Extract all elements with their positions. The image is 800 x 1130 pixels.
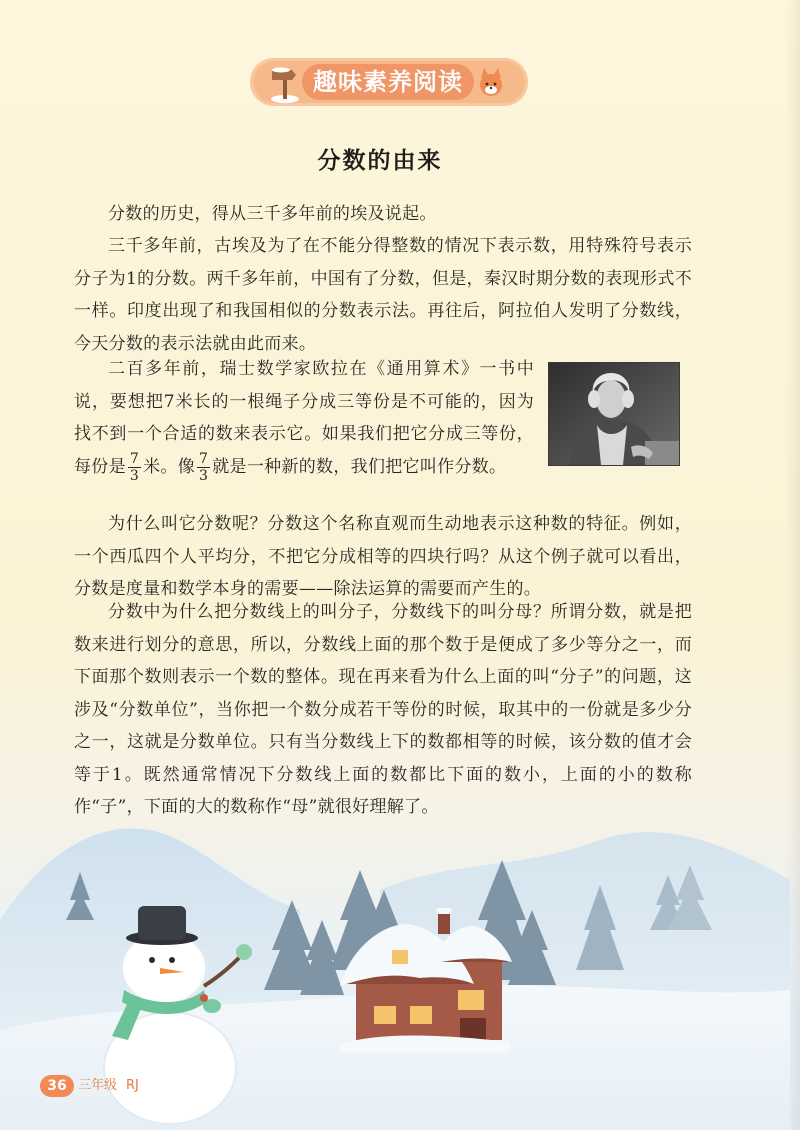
fraction-seven-thirds [128, 451, 141, 484]
paragraph-2: 三千多年前，古埃及为了在不能分得整数的情况下表示数，用特殊符号表示分子为1的分数。两千多年前，中国有了分数，但是，秦汉时期分数的表现形式不一样。印度出现了和我国相似的分数表示法。再往后，阿拉伯人发明了分数线，今天分数的表示法就由此而来。 [74, 236, 692, 354]
euler-portrait [548, 362, 680, 466]
fraction-numerator-2: 7 [199, 450, 209, 467]
edition-label: RJ [126, 1078, 139, 1093]
fraction-seven-thirds-2 [197, 451, 210, 484]
paragraph-5: 分数中为什么把分数线上的叫分子，分数线下的叫分母？所谓分数，就是把数来进行划分的意思，所以，分数线上面的那个数于是便成了多少等分之一，而下面那个数则表示一个数的整体。现在再来看为什么上面的叫“分子”的问题，这涉及“分数单位”，当你把一个数分成若干等份的时候，取其中的一份就是多少分之一，这就是分数单位。只有当分数线上下的数都相等的时候，该分数的值才会等于1。既然通常情况下分数线上面的数都比下面的数小，上面的小的数称作“子”，下面的大的数称作“母”就很好理解了。 [74, 602, 692, 817]
fraction-denominator-2: 3 [199, 467, 209, 484]
section-title: 趣味素养阅读 [313, 68, 463, 96]
paragraph-3-part-c: 就是一种新的数，我们把它叫作分数。 [212, 456, 507, 477]
fraction-numerator: 7 [129, 450, 140, 467]
grade-label: 三年级 [78, 1078, 118, 1093]
paragraph-1: 分数的历史，得从三千多年前的埃及说起。 [108, 204, 437, 224]
paragraph-3-part-a: 二百多年前，瑞士数学家欧拉在《通用算术》一书中说，要想把7米长的一根绳子分成三等份是不可能的，因为找不到一个合适的数来表示它。如果我们把它分成三等份，每份是 [74, 359, 534, 477]
page-number: 36 [40, 1075, 74, 1097]
paragraph-3 [74, 353, 534, 484]
fox-icon [474, 66, 508, 100]
fraction-denominator: 3 [129, 467, 140, 484]
paragraph-3-part-b: 米。像 [143, 456, 196, 477]
paragraph-4: 为什么叫它分数呢？分数这个名称直观而生动地表示这种数的特征。例如，一个西瓜四个人平均分，不把它分成相等的四块行吗？从这个例子就可以看出，分数是度量和数学本身的需要——除法运算的需要而产生的。 [74, 514, 692, 599]
winter-scene-illustration [0, 800, 800, 1130]
signpost-icon [268, 62, 302, 104]
article-title: 分数的由来 [317, 148, 443, 174]
